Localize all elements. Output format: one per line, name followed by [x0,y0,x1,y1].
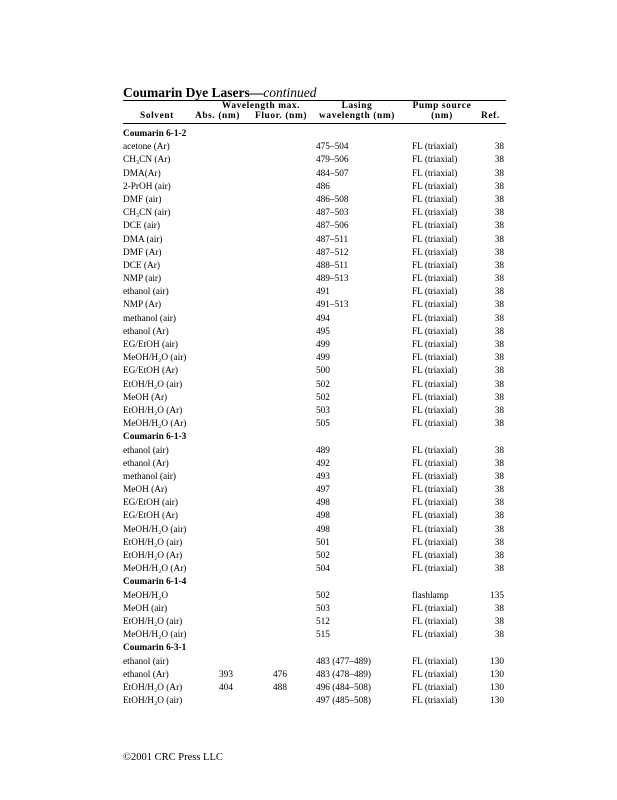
lasing-cell: 487–503 [316,208,349,219]
pump-source-cell: FL (triaxial) [412,366,458,377]
solvent-cell: MeOH/H₂O (Ar) [123,419,187,430]
ref-cell: 38 [494,616,504,627]
solvent-cell: methanol (air) [123,313,176,324]
solvent-cell: EtOH/H₂O (air) [123,696,183,707]
ref-cell: 38 [494,405,504,416]
pump-source-cell: FL (triaxial) [412,260,458,271]
abs-cell: 393 [219,669,233,680]
ref-cell: 38 [494,511,504,522]
header-lasing-line1: Lasing [341,101,373,111]
table-row [123,629,506,642]
pump-source-cell: FL (triaxial) [412,353,458,364]
table-row [123,669,506,682]
pump-source-cell: FL (triaxial) [412,696,458,707]
section-heading: Coumarin 6-1-3 [123,432,187,443]
fluor-cell: 476 [273,669,287,680]
solvent-cell: EG/EtOH (Ar) [123,511,178,522]
lasing-cell: 491–513 [316,300,349,311]
ref-cell: 38 [494,471,504,482]
ref-cell: 38 [494,353,504,364]
table-row [123,168,506,181]
solvent-cell: EtOH/H₂O (Ar) [123,551,183,561]
ref-cell: 38 [494,379,504,390]
ref-cell: 38 [494,630,504,641]
solvent-cell: CH₃CN (Ar) [123,155,171,166]
table-row [123,260,506,273]
lasing-cell: 502 [316,379,330,390]
pump-source-cell: FL (triaxial) [412,379,458,390]
solvent-cell: 2-PrOH (air) [123,181,171,192]
ref-cell: 38 [494,326,504,337]
solvent-cell: CH₃CN (air) [123,208,171,219]
ref-cell: 130 [490,669,504,680]
solvent-cell: MeOH/H₂O [123,590,169,601]
pump-source-cell: FL (triaxial) [412,155,458,166]
table-row [123,458,506,471]
header-lasing-line2: wavelength (nm) [319,111,395,121]
table-row [123,365,506,378]
table-row [123,181,506,194]
lasing-cell: 499 [316,353,330,364]
table-row [123,537,506,550]
pump-source-cell: FL (triaxial) [412,234,458,245]
table-row [123,682,506,695]
solvent-cell: MeOH (Ar) [123,392,168,403]
ref-cell: 38 [494,274,504,285]
lasing-cell: 503 [316,405,330,416]
pump-source-cell: FL (triaxial) [412,669,458,680]
pump-source-cell: FL (triaxial) [412,313,458,324]
solvent-cell: DCE (Ar) [123,260,160,271]
ref-cell: 38 [494,194,504,205]
header-bottom-rule [123,123,506,124]
section-heading-row [123,642,506,655]
section-heading-row [123,576,506,589]
header-wavelength-group: Wavelength max. [221,101,301,111]
table-row [123,471,506,484]
table-row [123,445,506,458]
lasing-cell: 491 [316,287,330,298]
table-row [123,352,506,365]
table-row [123,563,506,576]
lasing-cell: 493 [316,471,330,482]
lasing-cell: 487–506 [316,221,349,232]
pump-source-cell: FL (triaxial) [412,603,458,614]
pump-source-cell: FL (triaxial) [412,168,458,179]
ref-cell: 38 [494,537,504,548]
solvent-cell: ethanol (air) [123,445,169,456]
solvent-cell: methanol (air) [123,471,176,482]
table-row [123,286,506,299]
lasing-cell: 492 [316,458,330,469]
ref-cell: 38 [494,300,504,311]
lasing-cell: 483 (477–489) [316,656,372,667]
table-row [123,603,506,616]
lasing-cell: 512 [316,616,330,627]
lasing-cell: 487–511 [316,234,349,245]
ref-cell: 38 [494,287,504,298]
solvent-cell: DMA (air) [123,234,163,245]
solvent-cell: DMA(Ar) [123,168,161,179]
pump-source-cell: FL (triaxial) [412,537,458,548]
solvent-cell: EtOH/H₂O (air) [123,616,183,627]
fluor-cell: 488 [273,682,287,693]
ref-cell: 38 [494,247,504,258]
header-ref: Ref. [481,111,500,121]
lasing-cell: 500 [316,366,330,377]
table-row [123,550,506,563]
pump-source-cell: FL (triaxial) [412,471,458,482]
lasing-cell: 504 [316,564,330,575]
table-row [123,234,506,247]
pump-source-cell: FL (triaxial) [412,274,458,285]
table-row [123,392,506,405]
solvent-cell: acetone (Ar) [123,142,170,153]
lasing-cell: 503 [316,603,330,614]
table-row [123,220,506,233]
lasing-cell: 515 [316,630,330,641]
table-row [123,695,506,708]
header-abs: Abs. (nm) [195,111,240,121]
table-row [123,339,506,352]
pump-source-cell: FL (triaxial) [412,564,458,575]
ref-cell: 130 [490,656,504,667]
lasing-cell: 497 [316,485,330,496]
solvent-cell: MeOH (Ar) [123,485,168,496]
pump-source-cell: FL (triaxial) [412,630,458,641]
pump-source-cell: FL (triaxial) [412,287,458,298]
table-row [123,154,506,167]
pump-source-cell: FL (triaxial) [412,340,458,350]
pump-source-cell: FL (triaxial) [412,142,458,153]
solvent-cell: EtOH/H₂O (Ar) [123,682,183,693]
solvent-cell: EG/EtOH (air) [123,498,178,509]
table-row [123,484,506,497]
ref-cell: 38 [494,498,504,509]
section-heading-row [123,128,506,141]
table-row [123,273,506,286]
solvent-cell: EtOH/H₂O (Ar) [123,405,183,416]
lasing-cell: 498 [316,524,330,535]
ref-cell: 38 [494,564,504,575]
ref-cell: 38 [494,340,504,350]
pump-source-cell: FL (triaxial) [412,458,458,469]
ref-cell: 38 [494,181,504,192]
ref-cell: 38 [494,234,504,245]
pump-source-cell: FL (triaxial) [412,445,458,456]
ref-cell: 130 [490,696,504,707]
lasing-cell: 498 [316,511,330,522]
ref-cell: 38 [494,168,504,179]
pump-source-cell: FL (triaxial) [412,181,458,192]
ref-cell: 38 [494,485,504,496]
lasing-cell: 502 [316,590,330,601]
pump-source-cell: FL (triaxial) [412,247,458,258]
pump-source-cell: FL (triaxial) [412,221,458,232]
solvent-cell: DMF (Ar) [123,247,162,258]
solvent-cell: ethanol (Ar) [123,326,169,337]
title-suffix: continued [263,85,317,100]
solvent-cell: ethanol (Ar) [123,669,169,680]
lasing-cell: 505 [316,419,330,430]
section-heading: Coumarin 6-3-1 [123,643,187,654]
pump-source-cell: FL (triaxial) [412,405,458,416]
ref-cell: 38 [494,419,504,430]
solvent-cell: NMP (air) [123,274,162,285]
ref-cell: 38 [494,445,504,456]
pump-source-cell: FL (triaxial) [412,524,458,535]
lasing-cell: 489–513 [316,274,349,285]
table-row [123,326,506,339]
lasing-cell: 488–511 [316,260,349,271]
solvent-cell: EG/EtOH (Ar) [123,366,178,377]
header-pump-line1: Pump source [412,101,472,111]
solvent-cell: EG/EtOH (air) [123,340,178,350]
table-row [123,590,506,603]
pump-source-cell: FL (triaxial) [412,682,458,693]
ref-cell: 38 [494,142,504,153]
table-row [123,207,506,220]
ref-cell: 38 [494,221,504,232]
pump-source-cell: FL (triaxial) [412,300,458,311]
solvent-cell: ethanol (air) [123,287,169,298]
header-fluor: Fluor. (nm) [255,111,308,121]
solvent-cell: EtOH/H₂O (air) [123,379,183,390]
ref-cell: 38 [494,603,504,614]
ref-cell: 38 [494,392,504,403]
table-row [123,299,506,312]
lasing-cell: 495 [316,326,330,337]
lasing-cell: 498 [316,498,330,509]
ref-cell: 38 [494,366,504,377]
solvent-cell: MeOH/H₂O (air) [123,630,187,641]
table-row [123,313,506,326]
table-row [123,141,506,154]
section-heading-row [123,431,506,444]
ref-cell: 130 [490,682,504,693]
lasing-cell: 502 [316,551,330,561]
lasing-cell: 487–512 [316,247,349,258]
pump-source-cell: FL (triaxial) [412,551,458,561]
ref-cell: 38 [494,260,504,271]
lasing-cell: 486 [316,181,330,192]
ref-cell: 38 [494,458,504,469]
lasing-cell: 497 (485–508) [316,696,372,707]
ref-cell: 38 [494,524,504,535]
solvent-cell: ethanol (air) [123,656,169,667]
lasing-cell: 486–508 [316,194,349,205]
solvent-cell: DCE (air) [123,221,160,232]
solvent-cell: MeOH/H₂O (air) [123,524,187,535]
solvent-cell: NMP (Ar) [123,300,162,311]
section-heading: Coumarin 6-1-2 [123,129,187,139]
ref-cell: 135 [490,590,504,601]
title-main: Coumarin Dye Lasers— [123,85,264,100]
lasing-cell: 483 (478–489) [316,669,372,680]
header-pump-line2: (nm) [431,111,453,121]
table-row [123,194,506,207]
lasing-cell: 494 [316,313,330,324]
table-row [123,405,506,418]
lasing-cell: 489 [316,445,330,456]
table-row [123,418,506,431]
lasing-cell: 496 (484–508) [316,682,372,693]
pump-source-cell: flashlamp [412,590,449,601]
pump-source-cell: FL (triaxial) [412,511,458,522]
table-row [123,247,506,260]
pump-source-cell: FL (triaxial) [412,485,458,496]
solvent-cell: MeOH/H₂O (air) [123,353,187,364]
table-row [123,616,506,629]
table-row [123,524,506,537]
lasing-cell: 502 [316,392,330,403]
data-table [123,128,506,708]
table-row [123,656,506,669]
pump-source-cell: FL (triaxial) [412,498,458,509]
pump-source-cell: FL (triaxial) [412,656,458,667]
ref-cell: 38 [494,155,504,166]
solvent-cell: DMF (air) [123,194,162,205]
lasing-cell: 479–506 [316,155,349,166]
copyright-footer: ©2001 CRC Press LLC [123,752,223,763]
section-heading: Coumarin 6-1-4 [123,577,187,588]
pump-source-cell: FL (triaxial) [412,194,458,205]
lasing-cell: 499 [316,340,330,350]
table-row [123,510,506,523]
ref-cell: 38 [494,313,504,324]
pump-source-cell: FL (triaxial) [412,392,458,403]
solvent-cell: MeOH/H₂O (Ar) [123,564,187,575]
ref-cell: 38 [494,208,504,219]
pump-source-cell: FL (triaxial) [412,326,458,337]
pump-source-cell: FL (triaxial) [412,419,458,430]
table-row [123,379,506,392]
header-solvent: Solvent [140,111,174,121]
pump-source-cell: FL (triaxial) [412,208,458,219]
lasing-cell: 501 [316,537,330,548]
abs-cell: 404 [219,682,233,693]
lasing-cell: 475–504 [316,142,349,153]
solvent-cell: EtOH/H₂O (air) [123,537,183,548]
table-row [123,497,506,510]
pump-source-cell: FL (triaxial) [412,616,458,627]
solvent-cell: ethanol (Ar) [123,458,169,469]
ref-cell: 38 [494,551,504,561]
page-title [123,85,317,101]
lasing-cell: 484–507 [316,168,349,179]
solvent-cell: MeOH (air) [123,603,168,614]
